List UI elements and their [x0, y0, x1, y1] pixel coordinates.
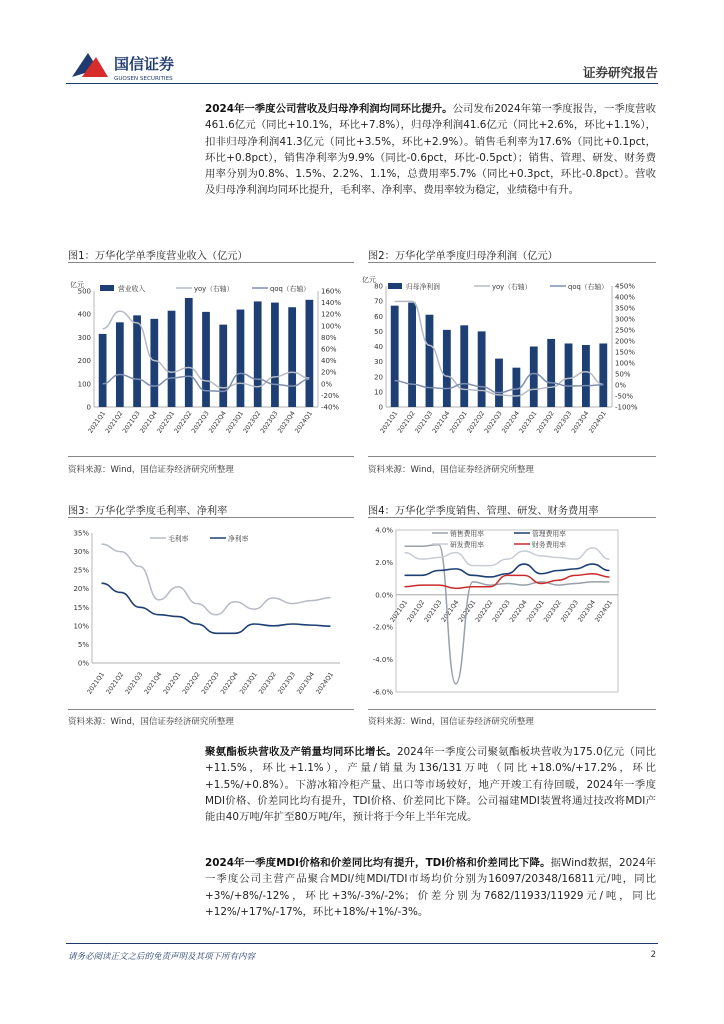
x-tick-label: 2021Q3 — [124, 671, 145, 696]
fig2-title: 图2：万华化学单季度归母净利润（亿元） — [368, 251, 558, 262]
y2-tick-label: 80% — [321, 333, 337, 342]
brand-cn: 国信证券 — [114, 55, 175, 73]
x-tick-label: 2022Q4 — [207, 410, 228, 435]
bar-2024Q1 — [599, 343, 607, 407]
bar-2022Q1 — [168, 311, 176, 407]
paragraph-1-text: 公司发布2024年第一季度报告，一季度营收461.6亿元（同比+10.1%，环比+7.8%），归母净利润41.6亿元（同比+2.6%，环比+1.1%），扣非归母净利润41.3亿元（同比+3.5%，环比+2.9%）。销售毛利率为17.6%（同比+0.1pct，环比+0.8pct），销售净利率为9.9%（同比-0.6pct，环比-0.5pct）；销售、管理、研发、财务费用率分别为0.8%、1.5%、2.2%、1.1%，总费用率5.7%（同比+0.3pct，环比-0.8pct）。营收及归母净利润均同环比提升，毛利率、净利率、费用率较为稳定，业绩稳中有升。 — [205, 103, 656, 197]
x-tick-label: 2021Q4 — [440, 599, 461, 624]
fig2-bottom-rule — [368, 456, 656, 457]
y2-tick-label: -40% — [321, 403, 340, 412]
x-tick-label: 2023Q4 — [295, 671, 317, 696]
x-tick-label: 2021Q3 — [414, 410, 435, 435]
x-tick-label: 2021Q1 — [87, 410, 108, 435]
y-axis-unit: 亿元 — [70, 281, 84, 289]
fig4-bottom-rule — [368, 709, 656, 710]
legend-label-0: 销售费用率 — [450, 530, 484, 538]
bar-2021Q1 — [391, 306, 399, 407]
x-tick-label: 2022Q3 — [190, 410, 211, 435]
page-number: 2 — [650, 950, 656, 960]
fig2-source: 资料来源：Wind，国信证券经济研究所整理 — [368, 465, 534, 475]
y-tick-label: 30% — [73, 548, 89, 557]
legend-label-1: yoy（右轴） — [492, 283, 532, 291]
x-tick-label: 2022Q3 — [483, 410, 504, 435]
x-tick-label: 2023Q3 — [276, 671, 297, 696]
y2-tick-label: 100% — [615, 359, 636, 368]
bar-2022Q3 — [202, 312, 210, 407]
x-tick-label: 2024Q1 — [315, 671, 336, 696]
y-tick-label: 30 — [374, 358, 383, 367]
y2-tick-label: 60% — [321, 345, 337, 354]
series-line-0 — [102, 544, 331, 615]
paragraph-3-text: 据Wind数据，2024年一季度公司主营产品聚合MDI/纯MDI/TDI市场均价分别为16097/20348/16811元/吨，同比+3%/+8%/-12%，环比+3%/-3%/-2%；价差分别为7682/11933/11929元/吨，同比+12%/+17%/-17%，环比+18%/+1%/-3%。 — [205, 857, 657, 918]
legend-label-0: 归母净利润 — [406, 283, 440, 291]
y-tick-label: 10 — [374, 388, 383, 397]
x-tick-label: 2022Q3 — [491, 599, 512, 624]
fig3-bottom-rule — [68, 709, 354, 710]
y-tick-label: -2.0% — [372, 623, 393, 632]
legend-label-1: 净利率 — [228, 535, 249, 543]
x-tick-label: 2023Q4 — [276, 410, 297, 435]
footer-rule — [66, 943, 658, 944]
bar-2021Q1 — [99, 334, 107, 407]
y-tick-label: 15% — [73, 603, 89, 612]
fig1-title: 图1：万华化学单季度营业收入（亿元） — [68, 251, 248, 262]
y-axis-unit: 亿元 — [362, 276, 376, 284]
y-tick-label: -6.0% — [372, 688, 393, 697]
bar-2023Q2 — [547, 339, 555, 407]
y-tick-label: 70 — [374, 297, 383, 306]
x-tick-label: 2021Q4 — [138, 410, 159, 435]
x-tick-label: 2021Q3 — [121, 410, 142, 435]
y-tick-label: 10% — [73, 622, 89, 631]
y2-tick-label: 160% — [321, 287, 342, 296]
y-tick-label: 5% — [77, 640, 89, 649]
y2-tick-label: 0% — [321, 380, 333, 389]
bar-2023Q3 — [271, 303, 279, 407]
x-tick-label: 2023Q1 — [225, 410, 246, 435]
y2-tick-label: 150% — [615, 348, 636, 357]
x-tick-label: 2021Q2 — [406, 599, 427, 624]
bar-2022Q2 — [478, 331, 486, 407]
fig2-title-rule — [368, 262, 656, 263]
paragraph-3 — [205, 855, 656, 920]
x-tick-label: 2021Q2 — [104, 410, 125, 435]
bar-2021Q4 — [150, 319, 158, 407]
legend-swatch-0 — [100, 285, 114, 291]
fig4-title-rule — [368, 517, 656, 518]
bar-2023Q1 — [237, 310, 245, 407]
y2-tick-label: 400% — [615, 293, 636, 302]
legend-label-0: 毛利率 — [168, 535, 189, 543]
y2-tick-label: 20% — [321, 368, 337, 377]
y-tick-label: 200 — [77, 357, 91, 366]
bar-2023Q3 — [565, 343, 573, 407]
bar-2022Q1 — [460, 325, 468, 407]
y2-tick-label: 200% — [615, 337, 636, 346]
y2-tick-label: 350% — [615, 304, 636, 313]
fig2-net-profit-chart — [362, 268, 656, 453]
legend-label-3: 财务费用率 — [532, 541, 566, 549]
paragraph-2-text: 2024年一季度公司聚氨酯板块营收为175.0亿元（同比+11.5%，环比+1.1%），产量/销量为136/131万吨（同比+18.0%/+17.2%，环比+1.5%/+0.8%）。下游冰箱冷柜产量、出口等市场较好，地产开竣工有待回暖，2024年一季度MDI价格、价差同比均有提升，TDI价格、价差同比下降。公司福建MDI装置将通过技改将MDI产能由40万吨/年扩至80万吨/年，预计将于今年上半年完成。 — [205, 746, 656, 824]
x-tick-label: 2023Q3 — [259, 410, 280, 435]
y-tick-label: 20% — [73, 585, 89, 594]
y-tick-label: -4.0% — [372, 656, 393, 665]
x-tick-label: 2021Q2 — [396, 410, 417, 435]
y2-tick-label: 120% — [321, 310, 342, 319]
y-tick-label: 300 — [77, 333, 91, 342]
x-tick-label: 2023Q2 — [535, 410, 556, 435]
x-tick-label: 2022Q4 — [219, 671, 240, 696]
x-tick-label: 2022Q4 — [508, 599, 529, 624]
x-tick-label: 2023Q1 — [518, 410, 539, 435]
y2-tick-label: 50% — [615, 370, 631, 379]
x-tick-label: 2022Q2 — [474, 599, 495, 624]
bar-2023Q1 — [530, 347, 538, 408]
logo-mark-icon — [72, 53, 108, 77]
y-tick-label: 0 — [378, 403, 383, 412]
fig1-revenue-chart — [66, 268, 356, 453]
guosen-logo — [68, 47, 228, 87]
x-tick-label: 2021Q4 — [431, 410, 452, 435]
y2-tick-label: 40% — [321, 357, 337, 366]
x-tick-label: 2021Q1 — [389, 599, 410, 624]
y-tick-label: 60 — [374, 312, 383, 321]
x-tick-label: 2023Q2 — [242, 410, 263, 435]
x-tick-label: 2023Q4 — [570, 410, 591, 435]
paragraph-1-lead: 2024年一季度公司营收及归母净利润均同环比提升。 — [205, 103, 453, 115]
paragraph-2 — [205, 744, 656, 825]
bar-2024Q1 — [306, 300, 314, 407]
y-tick-label: 20 — [374, 373, 383, 382]
y-tick-label: 4.0% — [375, 526, 393, 535]
header-rule — [66, 83, 658, 84]
x-tick-label: 2023Q2 — [542, 599, 563, 624]
fig3-margin-chart — [66, 522, 356, 707]
x-tick-label: 2022Q1 — [448, 410, 469, 435]
x-tick-label: 2023Q3 — [559, 599, 580, 624]
x-tick-label: 2021Q1 — [379, 410, 400, 435]
x-tick-label: 2024Q1 — [594, 599, 615, 624]
x-tick-label: 2021Q1 — [86, 671, 107, 696]
bar-2022Q4 — [219, 325, 227, 407]
y2-tick-label: 250% — [615, 326, 636, 335]
y2-tick-label: -100% — [615, 403, 638, 412]
fig3-title-rule — [68, 517, 354, 518]
y-tick-label: 0% — [77, 659, 89, 668]
y-tick-label: 35% — [73, 529, 89, 538]
paragraph-1 — [205, 101, 656, 199]
bar-2022Q2 — [185, 298, 193, 407]
legend-label-2: qoq（右轴） — [270, 285, 310, 293]
x-tick-label: 2022Q4 — [500, 410, 522, 435]
x-tick-label: 2023Q1 — [238, 671, 259, 696]
y-tick-label: 0 — [86, 403, 91, 412]
y-tick-label: 25% — [73, 566, 89, 575]
series-line-1 — [102, 583, 331, 633]
brand-en: GUOSEN SECURITIES — [114, 76, 173, 82]
x-tick-label: 2023Q1 — [525, 599, 546, 624]
fig1-source: 资料来源：Wind，国信证券经济研究所整理 — [68, 465, 234, 475]
paragraph-3-lead: 2024年一季度MDI价格和价差同比均有提升，TDI价格和价差同比下降。 — [205, 857, 551, 869]
bar-2021Q2 — [408, 303, 416, 407]
fig3-title: 图3：万华化学季度毛利率、净利率 — [68, 506, 228, 517]
bar-2021Q4 — [443, 330, 451, 407]
series-line-2 — [405, 548, 610, 566]
y-tick-label: 80 — [374, 282, 383, 291]
y-tick-label: 400 — [77, 310, 91, 319]
y-tick-label: 500 — [77, 287, 91, 296]
legend-swatch-0 — [388, 283, 402, 289]
series-line-3 — [405, 574, 610, 589]
x-tick-label: 2023Q3 — [553, 410, 574, 435]
bar-2021Q3 — [426, 315, 434, 407]
fig1-bottom-rule — [68, 456, 354, 457]
x-tick-label: 2022Q1 — [162, 671, 183, 696]
fig1-title-rule — [68, 262, 354, 263]
paragraph-2-lead: 聚氨酯板块营收及产销量均同环比增长。 — [205, 746, 397, 758]
y2-tick-label: 0% — [615, 381, 627, 390]
bar-2022Q3 — [495, 359, 503, 407]
x-tick-label: 2024Q1 — [293, 410, 315, 435]
x-tick-label: 2022Q1 — [156, 410, 177, 435]
y2-tick-label: 100% — [321, 322, 342, 331]
y-tick-label: 40 — [374, 343, 383, 351]
footer-disclaimer: 请务必阅读正文之后的免责声明及其项下所有内容 — [68, 952, 256, 962]
fig4-title: 图4：万华化学季度销售、管理、研发、财务费用率 — [368, 506, 599, 517]
bar-2023Q4 — [582, 345, 590, 407]
y2-tick-label: 140% — [321, 299, 342, 308]
x-tick-label: 2024Q1 — [587, 410, 608, 435]
report-type: 证券研究报告 — [582, 65, 658, 80]
x-tick-label: 2021Q4 — [143, 671, 164, 696]
y2-tick-label: 300% — [615, 315, 636, 324]
x-tick-label: 2022Q2 — [173, 410, 194, 435]
legend-label-0: 营业收入 — [118, 285, 146, 293]
y2-tick-label: -50% — [615, 392, 634, 401]
legend-label-2: qoq（右轴） — [568, 283, 608, 291]
fig3-source: 资料来源：Wind，国信证券经济研究所整理 — [68, 717, 234, 727]
x-tick-label: 2022Q2 — [466, 410, 487, 435]
y2-tick-label: 450% — [615, 282, 636, 291]
bar-2023Q4 — [288, 307, 296, 407]
legend-label-1: 管理费用率 — [532, 530, 566, 538]
bar-2021Q2 — [116, 322, 124, 407]
y-tick-label: 0.0% — [375, 591, 393, 600]
x-tick-label: 2022Q1 — [457, 599, 478, 624]
x-tick-label: 2023Q4 — [576, 599, 598, 624]
bar-2021Q3 — [133, 315, 141, 407]
x-tick-label: 2022Q2 — [181, 671, 202, 696]
y-tick-label: 2.0% — [375, 558, 393, 567]
legend-label-2: 研发费用率 — [450, 541, 484, 549]
x-tick-label: 2023Q2 — [257, 671, 278, 696]
x-tick-label: 2022Q3 — [200, 671, 221, 696]
fig4-expense-ratio-chart — [366, 522, 656, 707]
x-tick-label: 2021Q2 — [105, 671, 126, 696]
y2-tick-label: -20% — [321, 391, 340, 400]
legend-label-1: yoy（右轴） — [194, 285, 234, 293]
x-tick-label: 2021Q3 — [423, 599, 444, 624]
fig4-source: 资料来源：Wind，国信证券经济研究所整理 — [368, 717, 534, 727]
y-tick-label: 50 — [374, 327, 383, 336]
bar-2023Q2 — [254, 301, 262, 407]
y-tick-label: 100 — [77, 380, 91, 389]
